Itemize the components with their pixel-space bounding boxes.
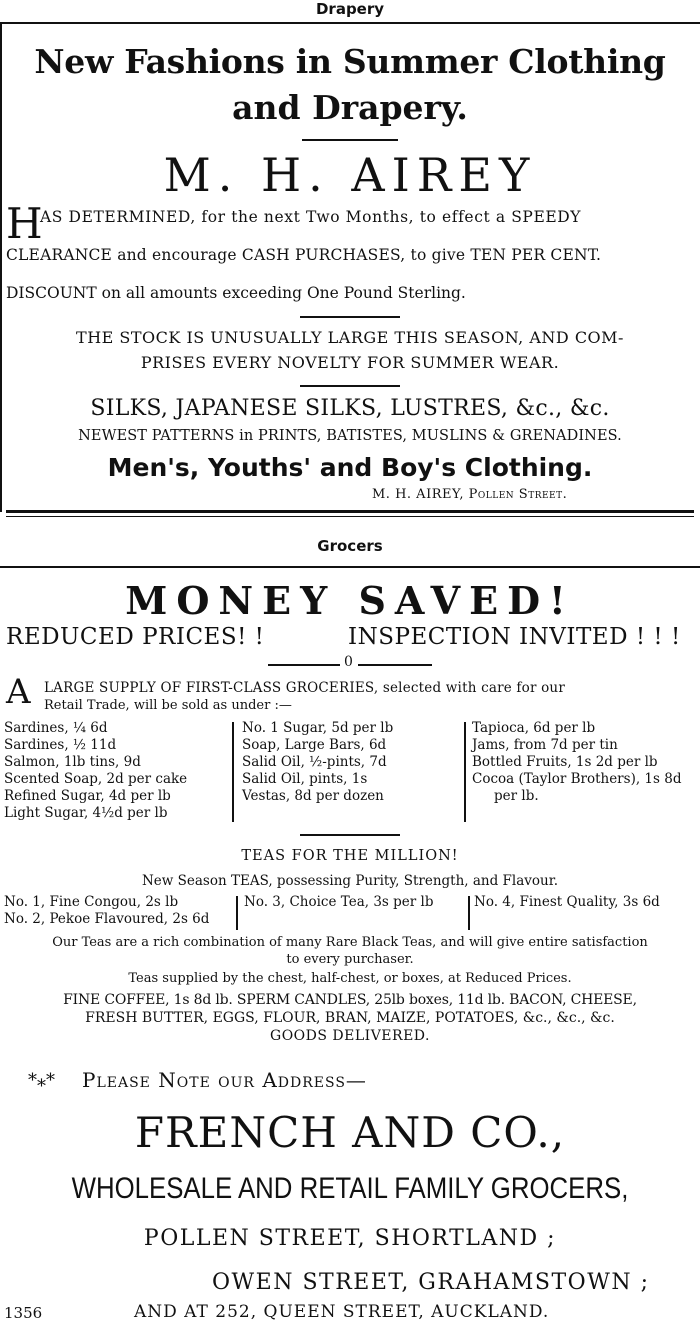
grocers-intro-1: LARGE SUPPLY OF FIRST-CLASS GROCERIES, selected with care for our <box>44 680 565 696</box>
teas-short-rule <box>300 834 400 836</box>
grocers-sub-right: INSPECTION INVITED ! ! ! <box>348 624 681 650</box>
teas-title: TEAS FOR THE MILLION! <box>241 848 459 864</box>
price-list-item: Salid Oil, ½-pints, 7d <box>242 754 387 770</box>
price-column-2 <box>242 720 393 805</box>
tea-item-2: No. 2, Pekoe Flavoured, 2s 6d <box>4 911 210 927</box>
drapery-para-line-1: AS DETERMINED, for the next Two Months, to effect a SPEEDY <box>40 208 582 226</box>
ornament-rule-left <box>268 664 340 666</box>
tea-divider-2 <box>468 896 470 930</box>
address-note: Please Note our Address— <box>82 1068 367 1092</box>
address-line-2: OWEN STREET, GRAHAMSTOWN ; <box>212 1270 650 1295</box>
wholesale-line: WHOLESALE AND RETAIL FAMILY GROCERS, <box>71 1172 629 1205</box>
address-line-3: AND AT 252, QUEEN STREET, AUCKLAND. <box>134 1302 550 1322</box>
drapery-short-rule-2 <box>300 316 400 318</box>
drapery-signature: M. H. AIREY, Pollen Street. <box>372 487 568 502</box>
grocers-drop-cap: A <box>6 672 31 712</box>
drapery-silks: SILKS, JAPANESE SILKS, LUSTRES, &c., &c. <box>90 396 610 421</box>
drapery-headline-1: New Fashions in Summer Clothing <box>34 42 666 81</box>
drapery-bottom-rule-thin <box>6 516 694 517</box>
teas-blend-1: Our Teas are a rich combination of many Rare Black Teas, and will give entire satisfaction <box>52 935 648 950</box>
price-list-item: Soap, Large Bars, 6d <box>242 737 387 753</box>
drapery-stock-1: THE STOCK IS UNUSUALLY LARGE THIS SEASON, AND COM- <box>76 328 624 347</box>
drapery-short-rule-3 <box>300 385 400 387</box>
grocers-headline: MONEY SAVED! <box>125 578 575 623</box>
price-list-item: Jams, from 7d per tin <box>472 737 618 753</box>
price-list-item: Tapioca, 6d per lb <box>472 720 596 736</box>
price-list-item: Bottled Fruits, 1s 2d per lb <box>472 754 658 770</box>
misc-line-1: FINE COFFEE, 1s 8d lb. SPERM CANDLES, 25lb boxes, 11d lb. BACON, CHEESE, <box>63 992 637 1008</box>
merchant-name: M. H. AIREY <box>163 148 537 202</box>
price-list-item: Salmon, 1lb tins, 9d <box>4 754 141 770</box>
grocers-top-rule <box>0 566 700 568</box>
drapery-patterns: NEWEST PATTERNS in PRINTS, BATISTES, MUSLINS & GRENADINES. <box>78 428 622 444</box>
ad-number: 1356 <box>4 1304 43 1322</box>
tea-item-4: No. 4, Finest Quality, 3s 6d <box>474 894 660 910</box>
price-list-item: Refined Sugar, 4d per lb <box>4 788 171 804</box>
address-line-1: POLLEN STREET, SHORTLAND ; <box>143 1226 557 1251</box>
drapery-section-label: Drapery <box>315 0 385 18</box>
drapery-short-rule-1 <box>302 139 398 141</box>
teas-season: New Season TEAS, possessing Purity, Strength, and Flavour. <box>141 873 558 889</box>
tea-item-3: No. 3, Choice Tea, 3s per lb <box>244 894 434 910</box>
teas-supplied: Teas supplied by the chest, half-chest, or boxes, at Reduced Prices. <box>128 971 572 986</box>
price-list-item: Vestas, 8d per dozen <box>242 788 384 804</box>
grocers-intro-2: Retail Trade, will be sold as under :— <box>44 698 292 713</box>
drapery-headline-2: and Drapery. <box>232 88 468 127</box>
drapery-para-line-2: CLEARANCE and encourage CASH PURCHASES, to give TEN PER CENT. <box>6 246 602 264</box>
ornament-rule-right <box>358 664 432 666</box>
tea-item-1: No. 1, Fine Congou, 2s lb <box>4 894 179 910</box>
price-list-item: Sardines, ¼ 6d <box>4 720 108 736</box>
drapery-stock-2: PRISES EVERY NOVELTY FOR SUMMER WEAR. <box>140 353 560 372</box>
price-list-item: Scented Soap, 2d per cake <box>4 771 188 787</box>
drapery-clothing: Men's, Youths' and Boy's Clothing. <box>107 453 593 482</box>
asterism: *⁎* <box>28 1070 55 1091</box>
column-divider-2 <box>464 722 466 822</box>
ornament-mark: 0 <box>344 654 353 670</box>
drapery-para-line-3: DISCOUNT on all amounts exceeding One Pound Sterling. <box>6 284 466 302</box>
price-list-item: Sardines, ½ 11d <box>4 737 117 753</box>
price-list-item: per lb. <box>494 788 539 804</box>
drapery-drop-cap: H <box>6 199 43 248</box>
price-column-3 <box>472 720 681 805</box>
price-list-item: Cocoa (Taylor Brothers), 1s 8d <box>472 771 682 787</box>
grocers-section-label: Grocers <box>317 537 383 555</box>
price-list-item: No. 1 Sugar, 5d per lb <box>242 720 394 736</box>
misc-line-2: FRESH BUTTER, EGGS, FLOUR, BRAN, MAIZE, POTATOES, &c., &c., &c. <box>85 1010 615 1026</box>
column-divider-1 <box>232 722 234 822</box>
price-list-item: Light Sugar, 4½d per lb <box>4 805 168 821</box>
goods-delivered: GOODS DELIVERED. <box>270 1028 430 1044</box>
drapery-bottom-rule-thick <box>6 510 694 513</box>
firm-name: FRENCH AND CO., <box>134 1108 566 1157</box>
teas-blend-2: to every purchaser. <box>286 952 414 967</box>
grocers-sub-left: REDUCED PRICES! ! <box>6 624 265 650</box>
drapery-top-rule <box>0 22 700 24</box>
price-column-1 <box>4 720 187 822</box>
price-list-item: Salid Oil, pints, 1s <box>242 771 368 787</box>
tea-divider-1 <box>236 896 238 930</box>
